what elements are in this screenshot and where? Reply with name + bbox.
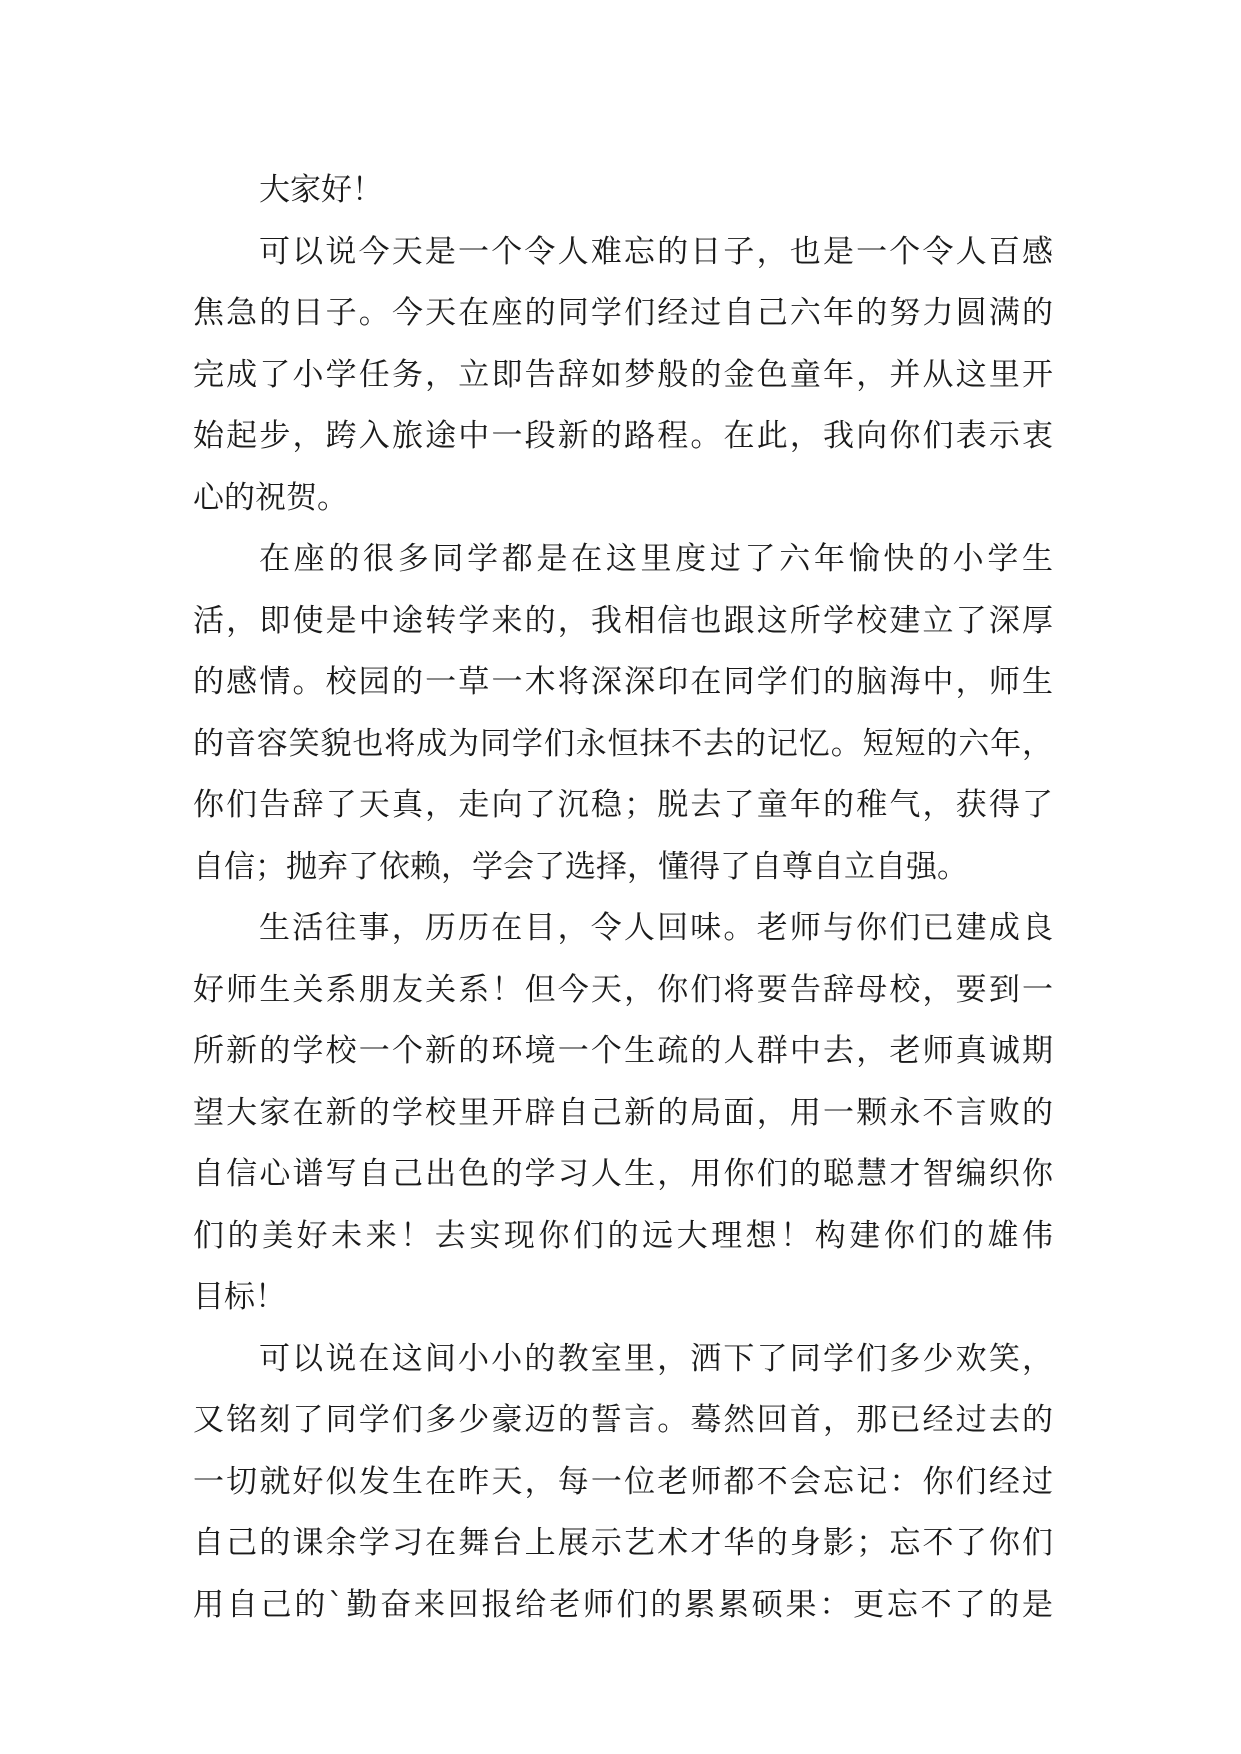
text-line: 又铭刻了同学们多少豪迈的誓言。蓦然回首，那已经过去的 (193, 1402, 1053, 1438)
text-line: 焦急的日子。今天在座的同学们经过自己六年的努力圆满的 (193, 295, 1053, 331)
text-line: 可以说在这间小小的教室里，洒下了同学们多少欢笑， (259, 1340, 1053, 1377)
text-line: 自己的课余学习在舞台上展示艺术才华的身影；忘不了你们 (193, 1525, 1053, 1561)
text-line: 可以说今天是一个令人难忘的日子，也是一个令人百感 (259, 233, 1053, 270)
text-line: 你们告辞了天真，走向了沉稳；脱去了童年的稚气，获得了 (193, 787, 1053, 823)
body-text (193, 160, 1053, 1636)
text-line: 的感情。校园的一草一木将深深印在同学们的脑海中，师生 (193, 664, 1053, 700)
text-line: 活，即使是中途转学来的，我相信也跟这所学校建立了深厚 (193, 602, 1053, 639)
text-line: 目标！ (193, 1279, 286, 1315)
text-line: 们的美好未来！去实现你们的远大理想！构建你们的雄伟 (193, 1217, 1053, 1254)
text-line: 完成了小学任务，立即告辞如梦般的金色童年，并从这里开 (193, 356, 1053, 393)
text-line: 用自己的`勤奋来回报给老师们的累累硕果：更忘不了的是 (193, 1586, 1053, 1623)
text-line: 自信心谱写自己出色的学习人生，用你们的聪慧才智编织你 (193, 1156, 1053, 1192)
text-line: 所新的学校一个新的环境一个生疏的人群中去，老师真诚期 (193, 1033, 1053, 1069)
text-line: 在座的很多同学都是在这里度过了六年愉快的小学生 (259, 541, 1053, 577)
text-line: 生活往事，历历在目，令人回味。老师与你们已建成良 (259, 910, 1053, 946)
text-line: 好师生关系朋友关系！但今天，你们将要告辞母校，要到一 (193, 971, 1053, 1008)
text-line: 大家好！ (259, 172, 383, 208)
text-line: 望大家在新的学校里开辟自己新的局面，用一颗永不言败的 (193, 1094, 1053, 1131)
text-line: 心的祝贺。 (193, 479, 348, 516)
text-line: 的音容笑貌也将成为同学们永恒抹不去的记忆。短短的六年， (193, 725, 1053, 762)
text-line: 一切就好似发生在昨天，每一位老师都不会忘记：你们经过 (193, 1463, 1053, 1500)
text-line: 自信；抛弃了依赖，学会了选择，懂得了自尊自立自强。 (193, 848, 968, 885)
text-line: 始起步，跨入旅途中一段新的路程。在此，我向你们表示衷 (193, 418, 1053, 454)
